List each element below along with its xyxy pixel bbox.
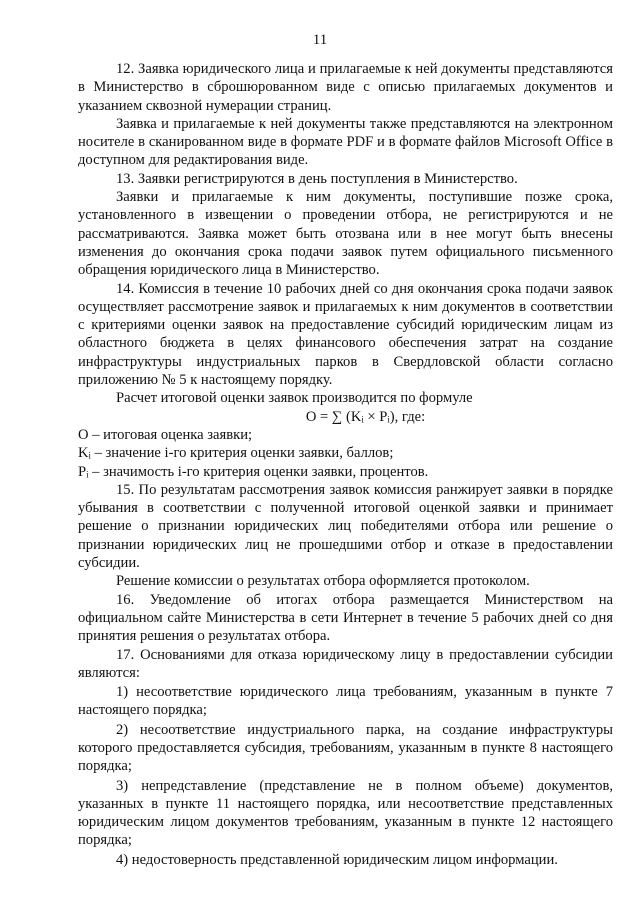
list-item-3: 3) непредставление (представление не в полном объеме) документов, указанных в пункте 11 настоящего порядка, или несоответствие представленных юридическим лицом документов требованиям, указанным в пункте 12 настоящего порядка; [78, 777, 613, 849]
paragraph-15-protocol: Решение комиссии о результатах отбора оформляется протоколом. [116, 573, 530, 590]
paragraph-15: 15. По результатам рассмотрения заявок комиссия ранжирует заявки в порядке убывания в соответствии с полученной итоговой оценкой заявки и принимает решение о признании юридических лиц победителями отбора или решение о признании юридических лиц не прошедшими отбор и отказе в предоставлении субсидии. [78, 481, 613, 572]
formula-definition-o: O – итоговая оценка заявки; [78, 426, 253, 443]
document-body [78, 60, 613, 869]
paragraph-13: 13. Заявки регистрируются в день поступления в Министерство. [116, 170, 518, 187]
page-number: 11 [312, 32, 328, 48]
list-item-2: 2) несоответствие индустриального парка, на создание инфраструктуры которого предоставляется субсидия, требованиям, указанным в пункте 8 настоящего порядка; [78, 721, 613, 775]
paragraph-14: 14. Комиссия в течение 10 рабочих дней со дня окончания срока подачи заявок осуществляет рассмотрение заявок и прилагаемых к ним документов в соответствии с критериями оценки заявок на предоставление субсидий юридическим лицам из областного бюджета в целях финансового обеспечения затрат на создание инфраструктуры индустриальных парков в Свердловской области согласно приложению № 5 к настоящему порядку. [78, 280, 613, 389]
paragraph-12-electronic: Заявка и прилагаемые к ней документы также представляются на электронном носителе в сканированном виде в формате PDF и в формате файлов Microsoft Office в доступном для редактирования виде. [78, 115, 613, 169]
formula: O = ∑ (Kᵢ × Pᵢ), где: [305, 408, 426, 425]
formula-definition-p: Pᵢ – значимость i-го критерия оценки заявки, процентов. [78, 463, 429, 480]
paragraph-16: 16. Уведомление об итогах отбора размещается Министерством на официальном сайте Министерства в сети Интернет в течение 5 рабочих дней со дня принятия решения о результатах отбора. [78, 591, 613, 645]
paragraph-17: 17. Основаниями для отказа юридическому лицу в предоставлении субсидии являются: [78, 646, 613, 681]
paragraph-14-formula-intro: Расчет итоговой оценки заявок производится по формуле [116, 390, 473, 407]
paragraph-12: 12. Заявка юридического лица и прилагаемые к ней документы представляются в Министерство в сброшюрованном виде с описью прилагаемых документов и указанием сквозной нумерации страниц. [78, 61, 613, 114]
paragraph-13-late-applications: Заявки и прилагаемые к ним документы, поступившие позже срока, установленного в извещении о проведении отбора, не регистрируются и не рассматриваются. Заявка может быть отозвана или в нее могут быть внесены изменения до окончания срока подачи заявок путем официального письменного обращения юридического лица в Министерство. [78, 189, 613, 279]
formula-definition-k: Kᵢ – значение i-го критерия оценки заявки, баллов; [78, 445, 394, 462]
list-item-1: 1) несоответствие юридического лица требованиям, указанным в пункте 7 настоящего порядка; [78, 684, 613, 719]
list-item-4: 4) недостоверность представленной юридическим лицом информации. [116, 851, 558, 868]
